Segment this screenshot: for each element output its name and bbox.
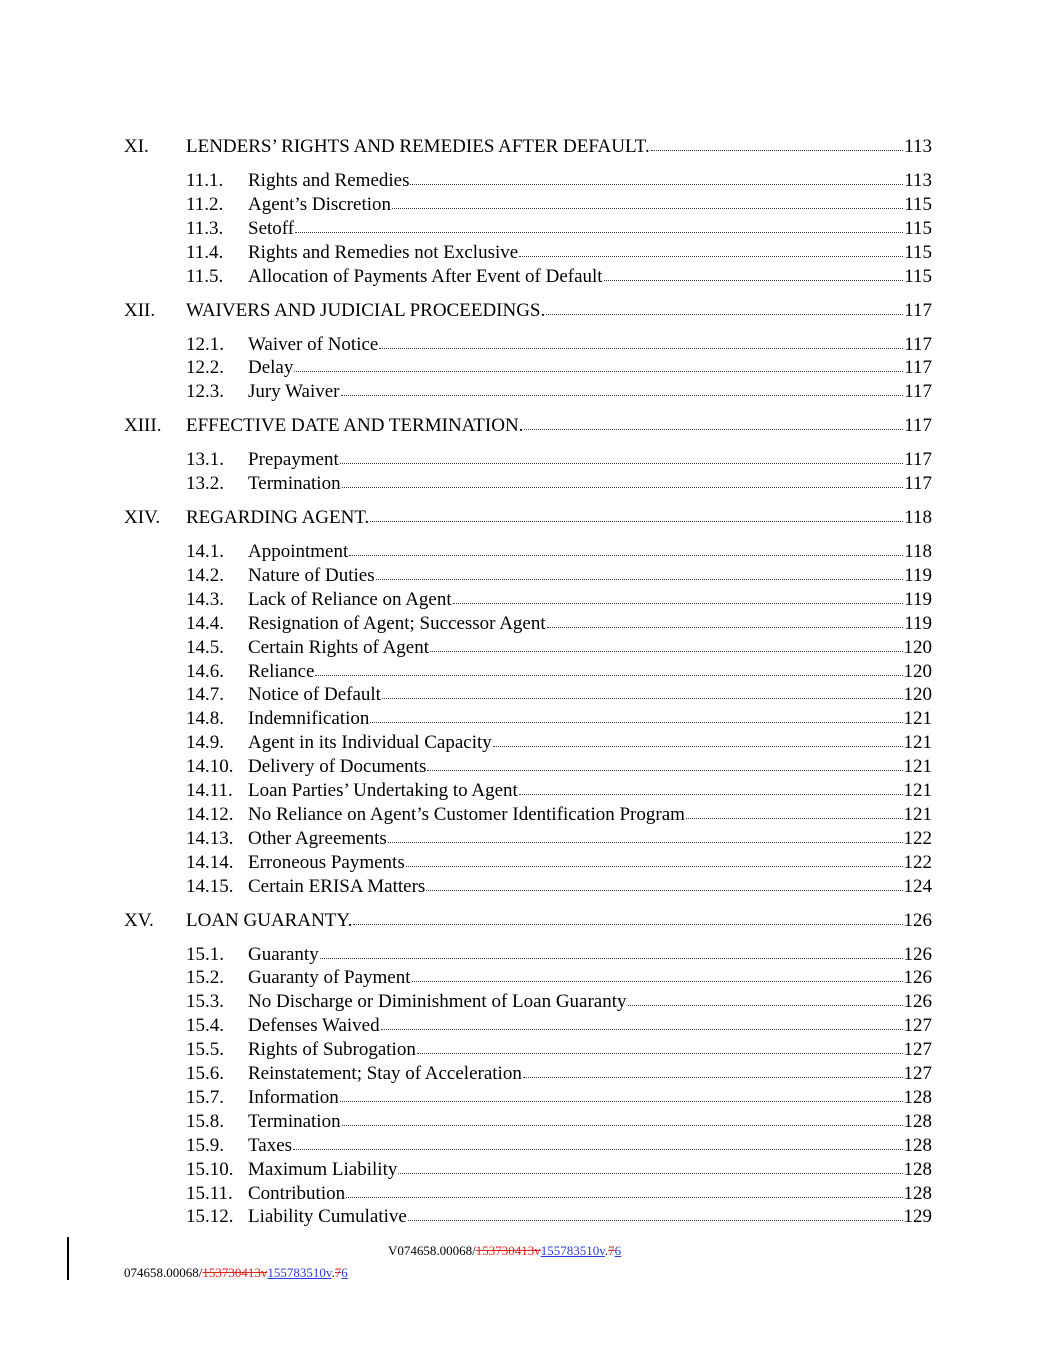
- toc-entry-title: Loan Parties’ Undertaking to Agent: [248, 780, 518, 801]
- toc-section-entry[interactable]: [124, 731, 932, 755]
- toc-page-number: 113: [904, 170, 932, 191]
- toc-entry-title: Maximum Liability: [248, 1158, 398, 1180]
- dot-leader: [398, 1158, 902, 1174]
- toc-entry-title: Rights of Subrogation: [248, 1039, 416, 1061]
- dot-leader: [519, 241, 903, 257]
- toc-entry-number: 13.2.: [186, 473, 224, 495]
- doc-id-inserted: 155783510v: [540, 1243, 605, 1258]
- toc-section-entry[interactable]: [124, 612, 932, 636]
- toc-entry-number: XI.: [124, 136, 149, 157]
- toc-entry-number: XIV.: [124, 507, 161, 528]
- toc-entry-number: 12.3.: [186, 381, 224, 403]
- toc-page-number: 121: [903, 756, 932, 778]
- toc-entry-title: Setoff: [248, 217, 295, 239]
- toc-entry-title: Lack of Reliance on Agent: [248, 588, 452, 610]
- toc-entry-number: 14.10.: [186, 756, 234, 778]
- doc-id-prefix: 074658.00068/: [124, 1265, 203, 1280]
- toc-page-number: 129: [903, 1206, 932, 1228]
- toc-page-number: 122: [903, 851, 932, 873]
- toc-page-number: 126: [903, 943, 932, 965]
- toc-section-entry[interactable]: [124, 540, 932, 564]
- dot-leader: [382, 683, 903, 699]
- doc-version-inserted: 6: [341, 1265, 348, 1280]
- dot-leader: [349, 540, 903, 556]
- doc-id-deleted: 153730413v: [202, 1265, 268, 1280]
- dot-leader: [406, 851, 903, 867]
- toc-entry-title: Reliance: [248, 660, 315, 682]
- toc-entry-title: Reinstatement; Stay of Acceleration: [248, 1063, 522, 1084]
- toc-page-number: 119: [904, 588, 932, 610]
- toc-section-entry[interactable]: [124, 943, 932, 967]
- toc-entry-number: 15.12.: [186, 1206, 234, 1228]
- toc-entry-title: Notice of Default: [248, 684, 381, 706]
- footer-doc-id-left: [124, 1265, 348, 1281]
- dot-leader: [370, 707, 902, 723]
- toc-entry-title: Certain Rights of Agent: [248, 636, 430, 658]
- toc-section-entry[interactable]: [124, 636, 932, 660]
- toc-page-number: 118: [904, 541, 932, 562]
- toc-article-entry[interactable]: [124, 299, 932, 323]
- toc-page-number: 115: [904, 193, 932, 215]
- toc-page-number: 127: [903, 1039, 932, 1061]
- toc-section-entry[interactable]: [124, 827, 932, 851]
- toc-entry-number: 15.4.: [186, 1015, 224, 1037]
- toc-page-number: 120: [903, 636, 932, 658]
- toc-section-entry[interactable]: [124, 660, 932, 684]
- dot-leader: [493, 731, 903, 747]
- toc-entry-number: 15.7.: [186, 1086, 224, 1108]
- dot-leader: [524, 414, 903, 430]
- toc-section-entry[interactable]: [124, 265, 932, 289]
- dot-leader: [523, 1062, 903, 1078]
- toc-entry-title: Rights and Remedies: [248, 170, 410, 191]
- toc-section-entry[interactable]: [124, 333, 932, 357]
- toc-entry-number: 15.11.: [186, 1182, 233, 1204]
- toc-entry-title: Rights and Remedies not Exclusive: [248, 241, 519, 263]
- dot-leader: [379, 333, 903, 349]
- toc-section-entry[interactable]: [124, 1134, 932, 1158]
- toc-section-entry[interactable]: [124, 1110, 932, 1134]
- doc-version-deleted: 7: [334, 1265, 342, 1280]
- toc-entry-title: Jury Waiver: [248, 381, 340, 403]
- dot-leader: [315, 660, 902, 676]
- doc-version-deleted: 7: [608, 1243, 615, 1258]
- toc-entry-title: Indemnification: [248, 708, 370, 730]
- toc-page-number: 124: [903, 875, 932, 897]
- dot-leader: [381, 1014, 903, 1030]
- toc-entry-number: 14.11.: [186, 780, 233, 801]
- dot-leader: [546, 299, 903, 315]
- toc-page-number: 117: [904, 381, 932, 403]
- dot-leader: [293, 1134, 902, 1150]
- toc-page-number: 117: [904, 449, 932, 471]
- change-bar: [67, 1237, 69, 1280]
- toc-entry-number: XII.: [124, 299, 156, 321]
- toc-article-entry[interactable]: [124, 909, 932, 933]
- toc-entry-number: 14.2.: [186, 564, 224, 586]
- dot-leader: [430, 636, 902, 652]
- dot-leader: [295, 217, 903, 233]
- dot-leader: [392, 193, 903, 209]
- footer-doc-id-centered: [388, 1243, 621, 1259]
- toc-entry-number: 14.1.: [186, 541, 224, 562]
- toc-entry-title: Delivery of Documents: [248, 756, 427, 778]
- toc-page-number: 122: [903, 827, 932, 849]
- toc-page-number: 115: [904, 241, 932, 263]
- toc-entry-title: Liability Cumulative: [248, 1206, 407, 1228]
- toc-entry-number: 14.3.: [186, 588, 224, 610]
- toc-entry-title: Agent in its Individual Capacity: [248, 732, 492, 754]
- toc-entry-title: Resignation of Agent; Successor Agent: [248, 612, 546, 634]
- dot-leader: [340, 448, 903, 464]
- toc-section-entry[interactable]: [124, 1086, 932, 1110]
- toc-entry-number: 14.8.: [186, 708, 224, 730]
- dot-leader: [519, 779, 903, 795]
- doc-id-inserted: 155783510v: [267, 1265, 332, 1280]
- toc-page-number: 126: [903, 909, 932, 931]
- toc-page-number: 115: [904, 217, 932, 239]
- toc-page-number: 117: [904, 299, 932, 321]
- toc-entry-number: 15.8.: [186, 1110, 224, 1132]
- toc-entry-number: 15.3.: [186, 991, 224, 1013]
- toc-entry-number: 14.12.: [186, 803, 234, 825]
- toc-page-number: 113: [904, 136, 932, 157]
- toc-entry-number: XIII.: [124, 415, 162, 437]
- toc-page-number: 127: [903, 1063, 932, 1084]
- toc-entry-number: 14.4.: [186, 612, 224, 634]
- toc-entry-title: Nature of Duties: [248, 564, 375, 586]
- dot-leader: [651, 135, 903, 151]
- toc-page-number: 126: [903, 991, 932, 1013]
- toc-entry-number: 14.14.: [186, 851, 234, 873]
- toc-entry-title: Delay: [248, 357, 294, 379]
- toc-page-number: 117: [904, 333, 932, 355]
- toc-entry-title: Agent’s Discretion: [248, 193, 392, 215]
- toc-entry-title: Guaranty of Payment: [248, 967, 411, 989]
- dot-leader: [628, 990, 903, 1006]
- toc-article-entry[interactable]: [124, 414, 932, 438]
- toc-article-entry[interactable]: [124, 135, 932, 159]
- toc-page-number: 117: [904, 415, 932, 437]
- toc-section-entry[interactable]: [124, 1182, 932, 1206]
- toc-section-entry[interactable]: [124, 851, 932, 875]
- toc-entry-number: 15.6.: [186, 1063, 224, 1084]
- toc-entry-title: Allocation of Payments After Event of Default: [248, 265, 603, 287]
- toc-entry-title: Prepayment: [248, 449, 339, 471]
- toc-entry-number: 14.6.: [186, 660, 224, 682]
- toc-section-entry[interactable]: [124, 803, 932, 827]
- toc-entry-number: 14.5.: [186, 636, 224, 658]
- toc-entry-title: Defenses Waived: [248, 1015, 380, 1037]
- toc-page-number: 128: [903, 1086, 932, 1108]
- toc-entry-title: Other Agreements: [248, 827, 387, 849]
- doc-id-dot: .: [331, 1265, 335, 1280]
- toc-entry-title: Taxes: [248, 1134, 293, 1156]
- toc-page-number: 115: [904, 265, 932, 287]
- toc-entry-number: XV.: [124, 909, 154, 931]
- toc-entry-title: LOAN GUARANTY.: [186, 909, 353, 931]
- toc-page-number: 121: [903, 732, 932, 754]
- toc-section-entry[interactable]: [124, 588, 932, 612]
- toc-section-entry[interactable]: [124, 966, 932, 990]
- toc-entry-title: EFFECTIVE DATE AND TERMINATION.: [186, 415, 524, 437]
- toc-section-entry[interactable]: [124, 1038, 932, 1062]
- doc-version-inserted: 6: [614, 1243, 622, 1258]
- toc-section-entry[interactable]: [124, 241, 932, 265]
- toc-page-number: 121: [903, 708, 932, 730]
- toc-entry-title: No Reliance on Agent’s Customer Identification Program: [248, 803, 685, 825]
- toc-entry-number: 14.13.: [186, 827, 234, 849]
- toc-entry-title: REGARDING AGENT.: [186, 507, 370, 528]
- toc-section-entry[interactable]: [124, 1014, 932, 1038]
- doc-id-deleted: 153730413v: [475, 1243, 541, 1258]
- toc-page-number: 119: [904, 612, 932, 634]
- toc-page-number: 128: [903, 1158, 932, 1180]
- dot-leader: [342, 1110, 903, 1126]
- doc-id-dot: .: [604, 1243, 609, 1258]
- toc-page-number: 120: [903, 684, 932, 706]
- toc-page-number: 119: [904, 564, 932, 586]
- toc-article-entry[interactable]: [124, 506, 932, 530]
- toc-entry-title: Guaranty: [248, 943, 319, 965]
- toc-entry-number: 13.1.: [186, 449, 224, 471]
- dot-leader: [426, 875, 902, 891]
- toc-entry-title: Appointment: [248, 541, 349, 562]
- toc-entry-title: Erroneous Payments: [248, 851, 405, 873]
- dot-leader: [341, 380, 904, 396]
- toc-section-entry[interactable]: [124, 472, 932, 496]
- toc-entry-number: 14.9.: [186, 732, 224, 754]
- dot-leader: [410, 169, 903, 185]
- toc-entry-number: 11.2.: [186, 193, 224, 215]
- toc-section-entry[interactable]: [124, 380, 932, 404]
- dot-leader: [453, 588, 904, 604]
- toc-entry-number: 11.3.: [186, 217, 224, 239]
- dot-leader: [346, 1182, 902, 1198]
- dot-leader: [342, 472, 904, 488]
- dot-leader: [417, 1038, 903, 1054]
- toc-section-entry[interactable]: [124, 755, 932, 779]
- toc-page-number: 117: [904, 357, 932, 379]
- toc-section-entry[interactable]: [124, 356, 932, 380]
- toc-entry-number: 11.1.: [186, 170, 224, 191]
- dot-leader: [370, 506, 903, 522]
- toc-entry-title: Termination: [248, 1110, 341, 1132]
- toc-section-entry[interactable]: [124, 193, 932, 217]
- toc-entry-title: No Discharge or Diminishment of Loan Guaranty: [248, 991, 627, 1013]
- toc-entry-title: Certain ERISA Matters: [248, 875, 426, 897]
- dot-leader: [294, 356, 903, 372]
- dot-leader: [388, 827, 903, 843]
- toc-section-entry[interactable]: [124, 1062, 932, 1086]
- toc-entry-title: WAIVERS AND JUDICIAL PROCEEDINGS.: [186, 299, 546, 321]
- dot-leader: [686, 803, 903, 819]
- toc-section-entry[interactable]: [124, 169, 932, 193]
- toc-section-entry[interactable]: [124, 1158, 932, 1182]
- toc-section-entry[interactable]: [124, 217, 932, 241]
- toc-entry-number: 14.15.: [186, 875, 234, 897]
- toc-page-number: 121: [903, 803, 932, 825]
- toc-section-entry[interactable]: [124, 707, 932, 731]
- toc-entry-number: 15.10.: [186, 1158, 234, 1180]
- doc-id-prefix: V074658.00068/: [388, 1243, 476, 1258]
- toc-entry-number: 15.5.: [186, 1039, 224, 1061]
- toc-entry-number: 12.1.: [186, 333, 224, 355]
- toc-entry-number: 15.2.: [186, 967, 224, 989]
- dot-leader: [320, 943, 903, 959]
- toc-entry-title: Termination: [248, 473, 341, 495]
- toc-section-entry[interactable]: [124, 875, 932, 899]
- toc-page-number: 127: [903, 1015, 932, 1037]
- toc-page-number: 117: [904, 473, 932, 495]
- dot-leader: [376, 564, 904, 580]
- toc-section-entry[interactable]: [124, 1205, 932, 1229]
- toc-section-entry[interactable]: [124, 779, 932, 803]
- toc-entry-number: 12.2.: [186, 357, 224, 379]
- toc-entry-number: 11.4.: [186, 241, 224, 263]
- dot-leader: [412, 966, 903, 982]
- dot-leader: [547, 612, 904, 628]
- toc-entry-title: LENDERS’ RIGHTS AND REMEDIES AFTER DEFAULT.: [186, 136, 650, 157]
- toc-entry-number: 15.1.: [186, 943, 224, 965]
- dot-leader: [353, 909, 902, 925]
- toc-page-number: 128: [903, 1110, 932, 1132]
- toc-page-number: 128: [903, 1182, 932, 1204]
- dot-leader: [340, 1086, 903, 1102]
- toc-section-entry[interactable]: [124, 448, 932, 472]
- toc-entry-number: 11.5.: [186, 265, 224, 287]
- toc-page-number: 120: [903, 660, 932, 682]
- toc-entry-number: 14.7.: [186, 684, 224, 706]
- toc-entry-title: Information: [248, 1086, 339, 1108]
- toc-entry-number: 15.9.: [186, 1134, 224, 1156]
- toc-entry-title: Waiver of Notice: [248, 333, 379, 355]
- toc-page-number: 128: [903, 1134, 932, 1156]
- toc-page-number: 126: [903, 967, 932, 989]
- dot-leader: [604, 265, 904, 281]
- toc-entry-title: Contribution: [248, 1182, 346, 1204]
- dot-leader: [408, 1205, 903, 1221]
- toc-section-entry[interactable]: [124, 990, 932, 1014]
- toc-section-entry[interactable]: [124, 564, 932, 588]
- toc-section-entry[interactable]: [124, 683, 932, 707]
- toc-page-number: 118: [904, 507, 932, 528]
- dot-leader: [427, 755, 902, 771]
- toc-page-number: 121: [903, 780, 932, 801]
